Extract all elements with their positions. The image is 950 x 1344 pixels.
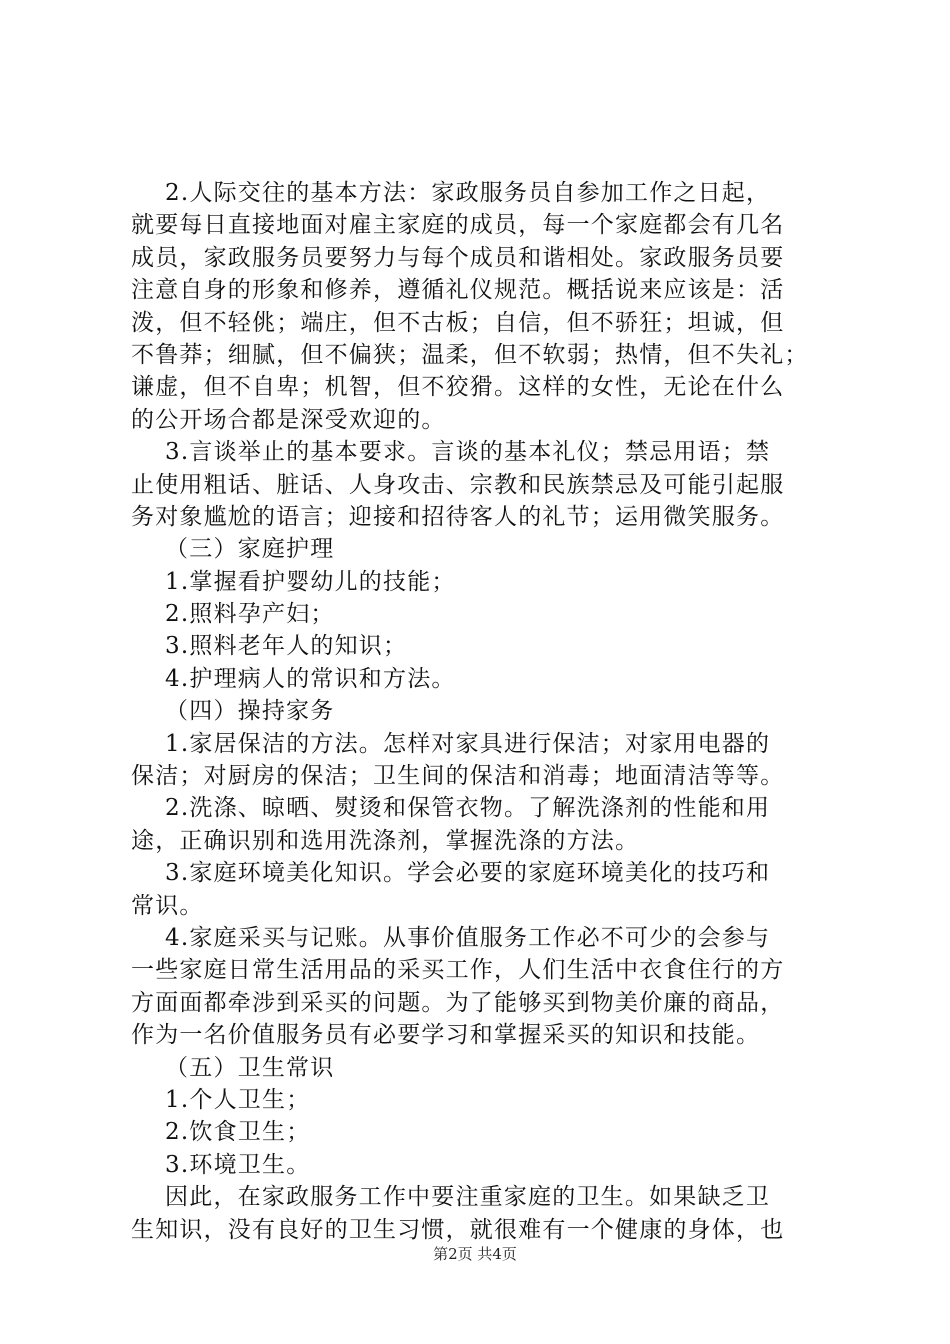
text-line: 常识。 [131,892,204,919]
text-line: 3.照料老年人的知识； [131,633,408,660]
text-line: （三）家庭护理 [131,536,335,563]
text-line: 1.家居保洁的方法。怎样对家具进行保洁；对家用电器的 [131,730,771,757]
body-text [131,177,831,1246]
text-line: 2.洗涤、晾晒、熨烫和保管衣物。了解洗涤剂的性能和用 [131,795,771,822]
text-line: 就要每日直接地面对雇主家庭的成员，每一个家庭都会有几名 [131,212,785,239]
text-line: 途，正确识别和选用洗涤剂，掌握洗涤的方法。 [131,827,640,854]
text-line: 谦虚，但不自卑；机智，但不狡猾。这样的女性，无论在什么 [131,374,785,401]
text-line: 成员，家政服务员要努力与每个成员和谐相处。家政服务员要 [131,244,785,271]
text-line: 作为一名价值服务员有必要学习和掌握采买的知识和技能。 [131,1022,761,1049]
text-line: 注意自身的形象和修养，遵循礼仪规范。概括说来应该是：活 [131,277,785,304]
text-line: 一些家庭日常生活用品的采买工作，人们生活中衣食住行的方 [131,957,785,984]
text-line: 止使用粗话、脏话、人身攻击、宗教和民族禁忌及可能引起服 [131,471,785,498]
text-line: （五）卫生常识 [131,1054,335,1081]
text-line: 4.家庭采买与记账。从事价值服务工作必不可少的会参与 [131,924,771,951]
text-line: 保洁；对厨房的保洁；卫生间的保洁和消毒；地面清洁等等。 [131,763,785,790]
text-line: 不鲁莽；细腻，但不偏狭；温柔，但不软弱；热情，但不失礼； [131,341,809,368]
text-line: 因此，在家政服务工作中要注重家庭的卫生。如果缺乏卫 [131,1184,771,1211]
page-footer: 第2页 共4页 [433,1245,517,1263]
text-line: 3.言谈举止的基本要求。言谈的基本礼仪；禁忌用语；禁 [131,439,771,466]
text-line: 生知识，没有良好的卫生习惯，就很难有一个健康的身体，也 [131,1216,785,1243]
text-line: 方面面都牵涉到采买的问题。为了能够买到物美价廉的商品， [131,989,785,1016]
text-line: 务对象尴尬的语言；迎接和招待客人的礼节；运用微笑服务。 [131,503,785,530]
text-line: 3.家庭环境美化知识。学会必要的家庭环境美化的技巧和 [131,860,771,887]
text-line: 2.照料孕产妇； [131,601,335,628]
text-line: 4.护理病人的常识和方法。 [131,665,456,692]
text-line: 泼，但不轻佻；端庄，但不古板；自信，但不骄狂；坦诚，但 [131,309,785,336]
text-line: 2.人际交往的基本方法：家政服务员自参加工作之日起， [131,180,771,206]
text-line: 2.饮食卫生； [131,1119,311,1146]
text-line: 1.掌握看护婴幼儿的技能； [131,568,456,595]
text-line: 的公开场合都是深受欢迎的。 [131,406,446,433]
text-line: 1.个人卫生； [131,1086,311,1113]
text-line: （四）操持家务 [131,698,335,725]
text-line: 3.环境卫生。 [131,1151,311,1178]
